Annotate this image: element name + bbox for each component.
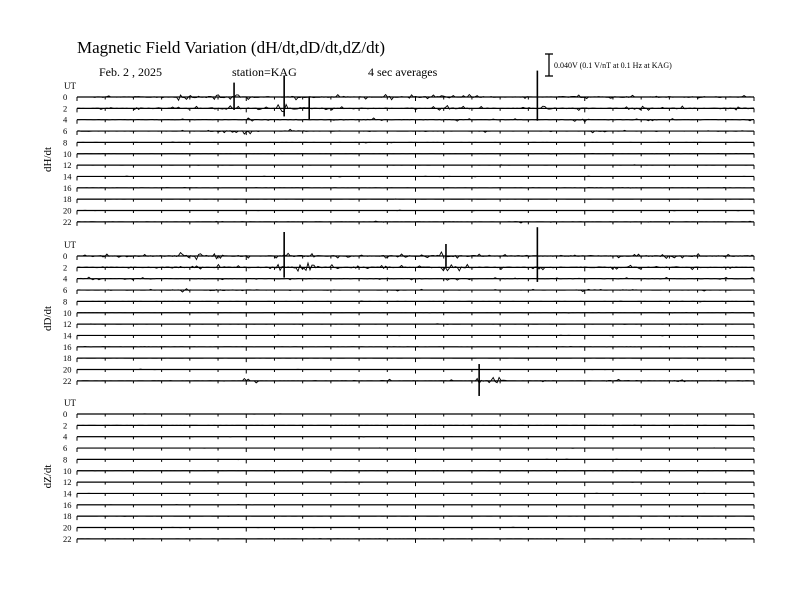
signal-trace	[77, 369, 754, 370]
signal-trace	[77, 539, 754, 540]
chart-title: Magnetic Field Variation (dH/dt,dD/dt,dZ/dt)	[77, 38, 386, 57]
signal-trace	[77, 154, 754, 155]
station-label: station=KAG	[232, 65, 297, 79]
row-tick-label: 22	[63, 375, 72, 386]
row-tick-label: 14	[63, 171, 72, 182]
panel-ylabel: dD/dt	[42, 305, 54, 331]
row-tick-label: 2	[63, 420, 68, 431]
row-tick-label: 20	[63, 522, 72, 533]
row-tick-label: 10	[63, 307, 72, 318]
signal-trace	[77, 188, 754, 189]
averaging-label: 4 sec averages	[368, 65, 438, 79]
row-tick-label: 6	[63, 126, 68, 137]
row-tick-label: 0	[63, 409, 68, 419]
row-tick-label: 4	[63, 431, 68, 442]
row-tick-label: 8	[63, 137, 68, 148]
signal-trace	[77, 335, 754, 336]
row-tick-label: 4	[63, 273, 68, 284]
row-tick-label: 14	[63, 330, 72, 341]
row-tick-label: 18	[63, 194, 72, 205]
signal-trace	[77, 459, 754, 460]
scale-bar	[545, 54, 553, 76]
signal-trace	[77, 448, 754, 449]
row-tick-label: 18	[63, 353, 72, 364]
row-tick-label: 0	[63, 92, 68, 102]
row-tick-label: 0	[63, 251, 68, 261]
row-tick-label: 20	[63, 205, 72, 216]
signal-trace	[77, 210, 754, 211]
date-label: Feb. 2 , 2025	[99, 65, 162, 79]
panel-dH-dt	[42, 71, 754, 227]
panel-ylabel: dH/dt	[42, 146, 54, 172]
row-tick-label: 14	[63, 488, 72, 499]
row-tick-label: 18	[63, 511, 72, 522]
signal-trace	[77, 347, 754, 348]
panel-ylabel: dZ/dt	[42, 464, 54, 489]
row-tick-label: 16	[63, 499, 72, 510]
row-tick-label: 12	[63, 319, 72, 330]
signal-trace	[77, 324, 754, 325]
signal-trace	[77, 176, 754, 177]
row-tick-label: 12	[63, 477, 72, 488]
row-tick-label: 4	[63, 114, 68, 125]
signal-trace	[77, 527, 754, 528]
row-tick-label: 22	[63, 216, 72, 227]
ut-label: UT	[64, 81, 76, 91]
row-tick-label: 10	[63, 465, 72, 476]
row-tick-label: 20	[63, 364, 72, 375]
signal-trace	[77, 301, 754, 302]
panel-dZ-dt	[42, 398, 754, 544]
signal-trace	[77, 199, 754, 200]
scale-bar-label: 0.040V (0.1 V/nT at 0.1 Hz at KAG)	[554, 61, 672, 70]
row-tick-label: 8	[63, 454, 68, 465]
row-tick-label: 2	[63, 103, 68, 114]
row-tick-label: 16	[63, 341, 72, 352]
ut-label: UT	[64, 398, 76, 408]
signal-trace	[77, 165, 754, 166]
ut-label: UT	[64, 240, 76, 250]
row-tick-label: 12	[63, 160, 72, 171]
panel-dD-dt	[42, 227, 754, 396]
row-tick-label: 8	[63, 296, 68, 307]
row-tick-label: 6	[63, 443, 68, 454]
signal-trace	[77, 425, 754, 426]
row-tick-label: 10	[63, 148, 72, 159]
signal-trace	[77, 312, 754, 313]
row-tick-label: 2	[63, 262, 68, 273]
row-tick-label: 16	[63, 182, 72, 193]
row-tick-label: 22	[63, 533, 72, 544]
row-tick-label: 6	[63, 285, 68, 296]
signal-trace	[77, 516, 754, 517]
